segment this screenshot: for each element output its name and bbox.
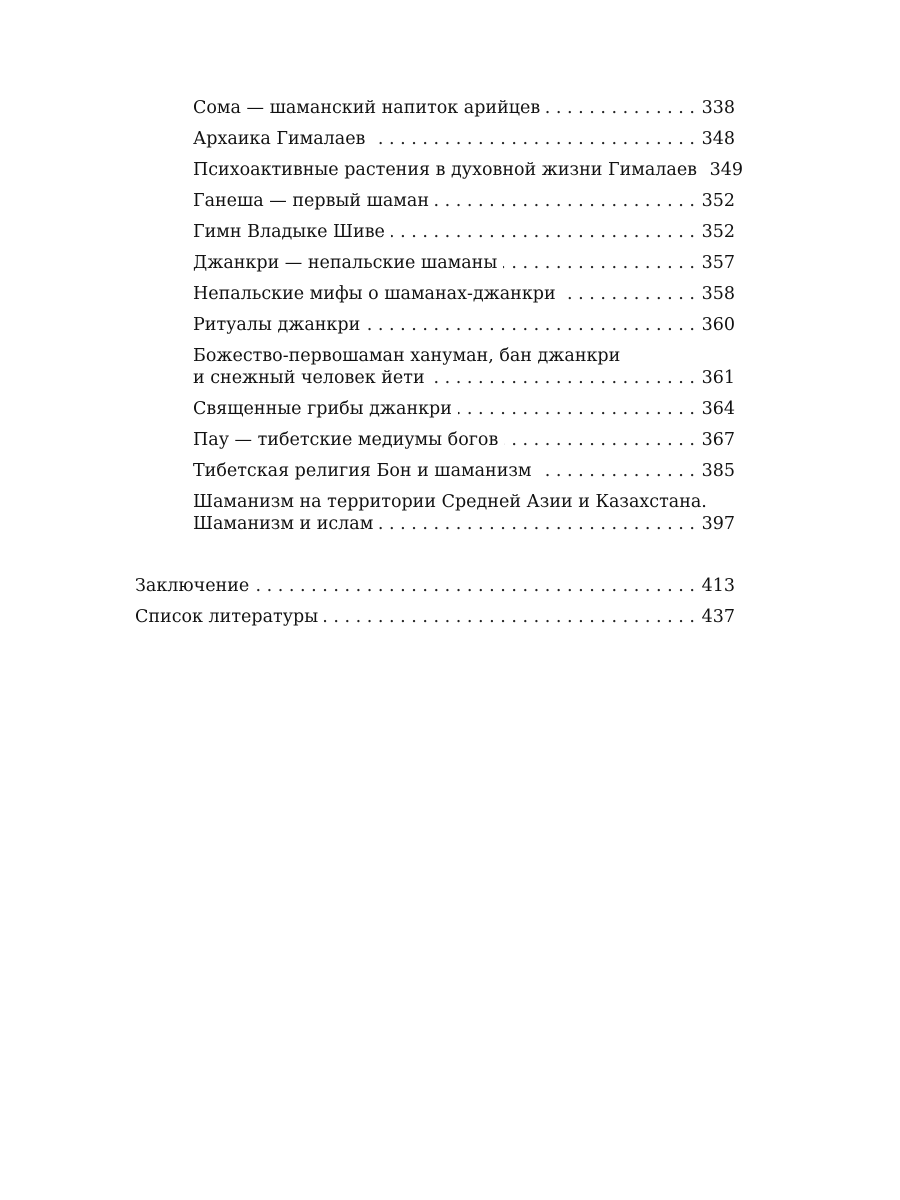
toc-entry[interactable] [193,314,735,336]
toc-entry-title: Священные грибы джанкри [193,399,452,419]
toc-entry[interactable] [193,429,735,451]
toc-entry-title: Непальские мифы о шаманах-джанкри [193,284,556,304]
toc-chapter[interactable] [135,575,735,597]
toc-chapter[interactable] [135,606,735,628]
dot-leader [255,575,695,597]
toc-chapter-title: Список литературы [135,607,319,627]
dot-leader [538,460,695,482]
dot-leader [379,513,695,535]
section-gap [0,544,900,575]
toc-entry-title: Пау — тибетские медиумы богов [193,430,499,450]
toc-entry-page: 397 [701,514,735,534]
toc-entry-page: 358 [701,284,735,304]
dot-leader [562,283,695,305]
toc-entry[interactable] [193,283,735,305]
dot-leader [435,190,695,212]
toc-entry-title: Джанкри — непальские шаманы [193,253,498,273]
toc-entry[interactable] [193,221,735,243]
toc-entry[interactable] [193,491,735,535]
toc-entry-page: 348 [701,129,735,149]
dot-leader [458,398,695,420]
toc-entry-page: 385 [701,461,735,481]
toc-entry-page: 357 [701,253,735,273]
toc-entry-title: Ритуалы джанкри [193,315,361,335]
toc-entry-title: Ганеша — первый шаман [193,191,430,211]
toc-entry-page: 352 [701,191,735,211]
toc-chapter-page: 413 [701,576,735,596]
toc-entry-title: и снежный человек йети [193,368,425,388]
toc-entry[interactable] [193,460,735,482]
dot-leader [371,128,695,150]
toc-chapter-page: 437 [701,607,735,627]
toc-entry-page: 338 [701,98,735,118]
toc-entry-page: 361 [701,368,735,388]
toc-entry-page: 364 [701,399,735,419]
dot-leader [391,221,695,243]
toc-entry[interactable] [193,159,744,181]
toc-entry[interactable] [193,398,735,420]
dot-leader [503,252,695,274]
toc-entry-page: 349 [709,160,744,180]
toc-entry-title: Шаманизм и ислам [193,514,374,534]
toc-entry-title: Тибетская религия Бон и шаманизм [193,461,532,481]
dot-leader [366,314,695,336]
table-of-contents [0,97,900,637]
dot-leader [431,367,695,389]
toc-entry-page: 360 [701,315,735,335]
toc-entry-title: Гимн Владыке Шиве [193,222,385,242]
dot-leader [504,429,695,451]
toc-entry[interactable] [193,97,735,119]
toc-entry-page: 352 [701,222,735,242]
toc-entry-title-line1: Шаманизм на территории Средней Азии и Казахстана. [193,492,707,512]
toc-entry[interactable] [193,252,735,274]
dot-leader [546,97,695,119]
toc-entry[interactable] [193,190,735,212]
toc-entry[interactable] [193,345,735,389]
toc-entry[interactable] [193,128,735,150]
toc-chapter-title: Заключение [135,576,250,596]
toc-entry-title: Архаика Гималаев [193,129,366,149]
toc-entry-page: 367 [701,430,735,450]
toc-entry-title-line1: Божество-первошаман хануман, бан джанкри [193,346,621,366]
toc-entry-title: Психоактивные растения в духовной жизни Гималаев [193,160,698,180]
toc-entry-title: Сома — шаманский напиток арийцев [193,98,541,118]
dot-leader [324,606,695,628]
